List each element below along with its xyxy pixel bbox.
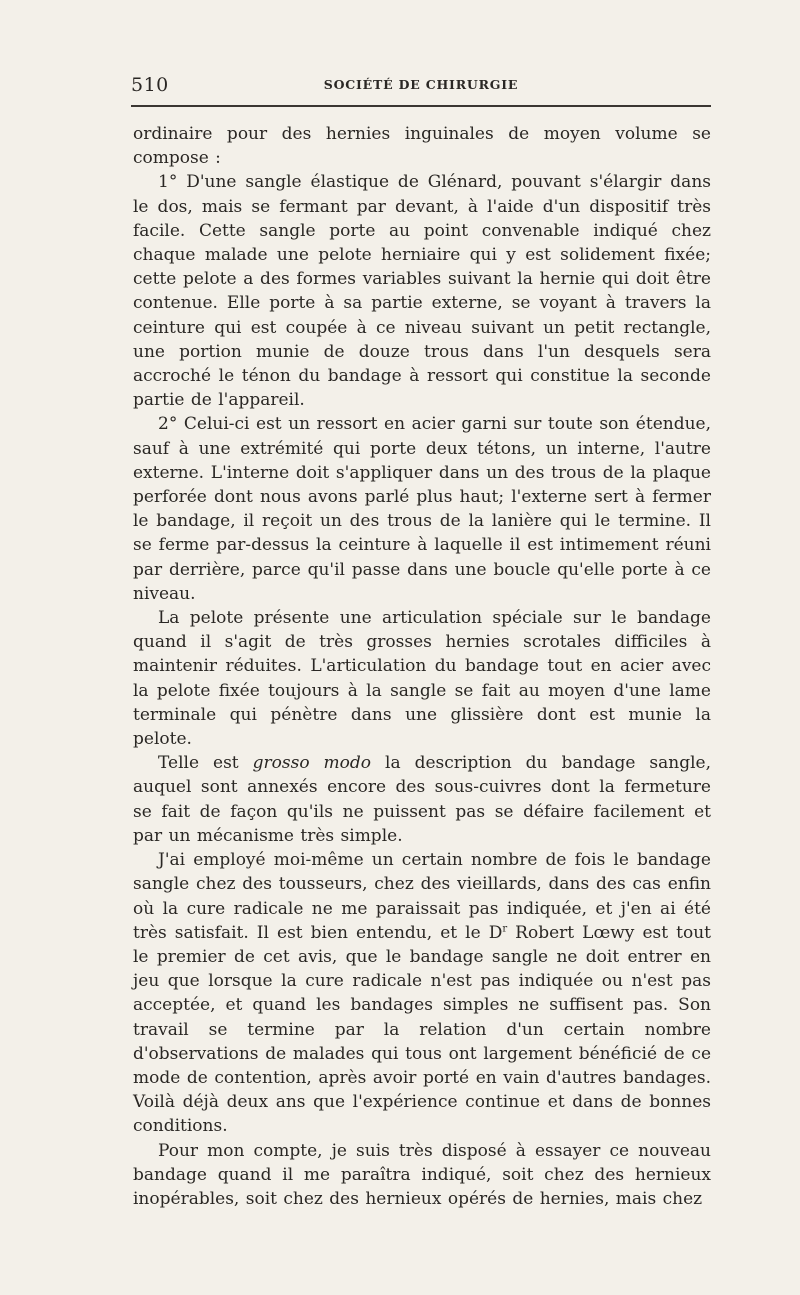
text-segment: la description du bandage sangle, auquel sont annexés encore des sous-cuivres dont la fermeture se fait de façon qu'ils ne puissent pas se défaire facilement et par un mécanisme très simple. — [133, 753, 711, 846]
text-segment: Telle est — [158, 753, 253, 774]
paragraph-sangle-description: 1° D'une sangle élastique de Glénard, pouvant s'élargir dans le dos, mais se fermant par devant, à l'aide d'un dispositif très facile. Cette sangle porte au point convenable indiqué chez chaque malade une pelote herniaire qui y est solidement fixée; cette pelote a des formes variables suivant la hernie qui doit être contenue. Elle porte à sa partie externe, se voyant à travers la ceinture qui est coupée à ce niveau suivant un petit rectangle, une portion munie de douze trous dans l'un desquels sera accroché le ténon du bandage à ressort qui constitue la seconde partie de l'appareil. — [133, 172, 711, 411]
paragraph-continuation: ordinaire pour des hernies inguinales de moyen volume se compose : — [133, 124, 711, 169]
text-segment: Robert Lœwy est tout le premier de cet avis, que le bandage sangle ne doit entrer en jeu que lorsque la cure radicale n'est pas indiquée ou n'est pas acceptée, et quand les bandages simples ne suffisent pas. Son travail se termine par la relation d'un certain nombre d'observations de malades qui tous ont largement bénéficié de ce mode de contention, après avoir porté en vain d'autres bandages. Voilà déjà deux ans que l'expérience continue et dans de bonnes conditions. — [133, 922, 711, 1137]
header-rule — [131, 105, 711, 107]
italic-term: grosso modo — [252, 753, 372, 774]
body-text — [133, 122, 711, 1211]
page-header — [131, 70, 711, 100]
page-number: 510 — [131, 74, 169, 96]
paragraph-grosso-modo — [133, 751, 711, 848]
paragraph-conclusion: Pour mon compte, je suis très disposé à essayer ce nouveau bandage quand il me paraîtra indiqué, soit chez des hernieux inopérables, soit chez des hernieux opérés de hernies, mais chez — [133, 1140, 711, 1209]
text-segment: J'ai employé moi-même un certain nombre de fois le bandage sangle chez des tousseurs, chez des vieillards, dans des cas enfin où la cure radicale ne me paraissait pas indiquée, et j'en ai été très satisfait. Il est bien entendu, et le D — [133, 850, 711, 943]
running-title: SOCIÉTÉ DE CHIRURGIE — [323, 77, 519, 92]
paragraph-pelote-articulation: La pelote présente une articulation spéciale sur le bandage quand il s'agit de très grosses hernies scrotales difficiles à maintenir réduites. L'articulation du bandage tout en acier avec la pelote fixée toujours à la sangle se fait au moyen d'une lame terminale qui pénètre dans une glissière dont est munie la pelote. — [133, 608, 711, 750]
paragraph-ressort-description: 2° Celui-ci est un ressort en acier garni sur toute son étendue, sauf à une extrémité qui porte deux tétons, un interne, l'autre externe. L'interne doit s'appliquer dans un des trous de la plaque perforée dont nous avons parlé plus haut; l'externe sert à fermer le bandage, il reçoit un des trous de la lanière qui le termine. Il se ferme par-dessus la ceinture à laquelle il est intimement réuni par derrière, parce qu'il passe dans une boucle qu'elle porte à ce niveau. — [133, 414, 711, 604]
superscript-abbrev: r — [502, 923, 508, 935]
paragraph-author-experience — [133, 848, 711, 1138]
